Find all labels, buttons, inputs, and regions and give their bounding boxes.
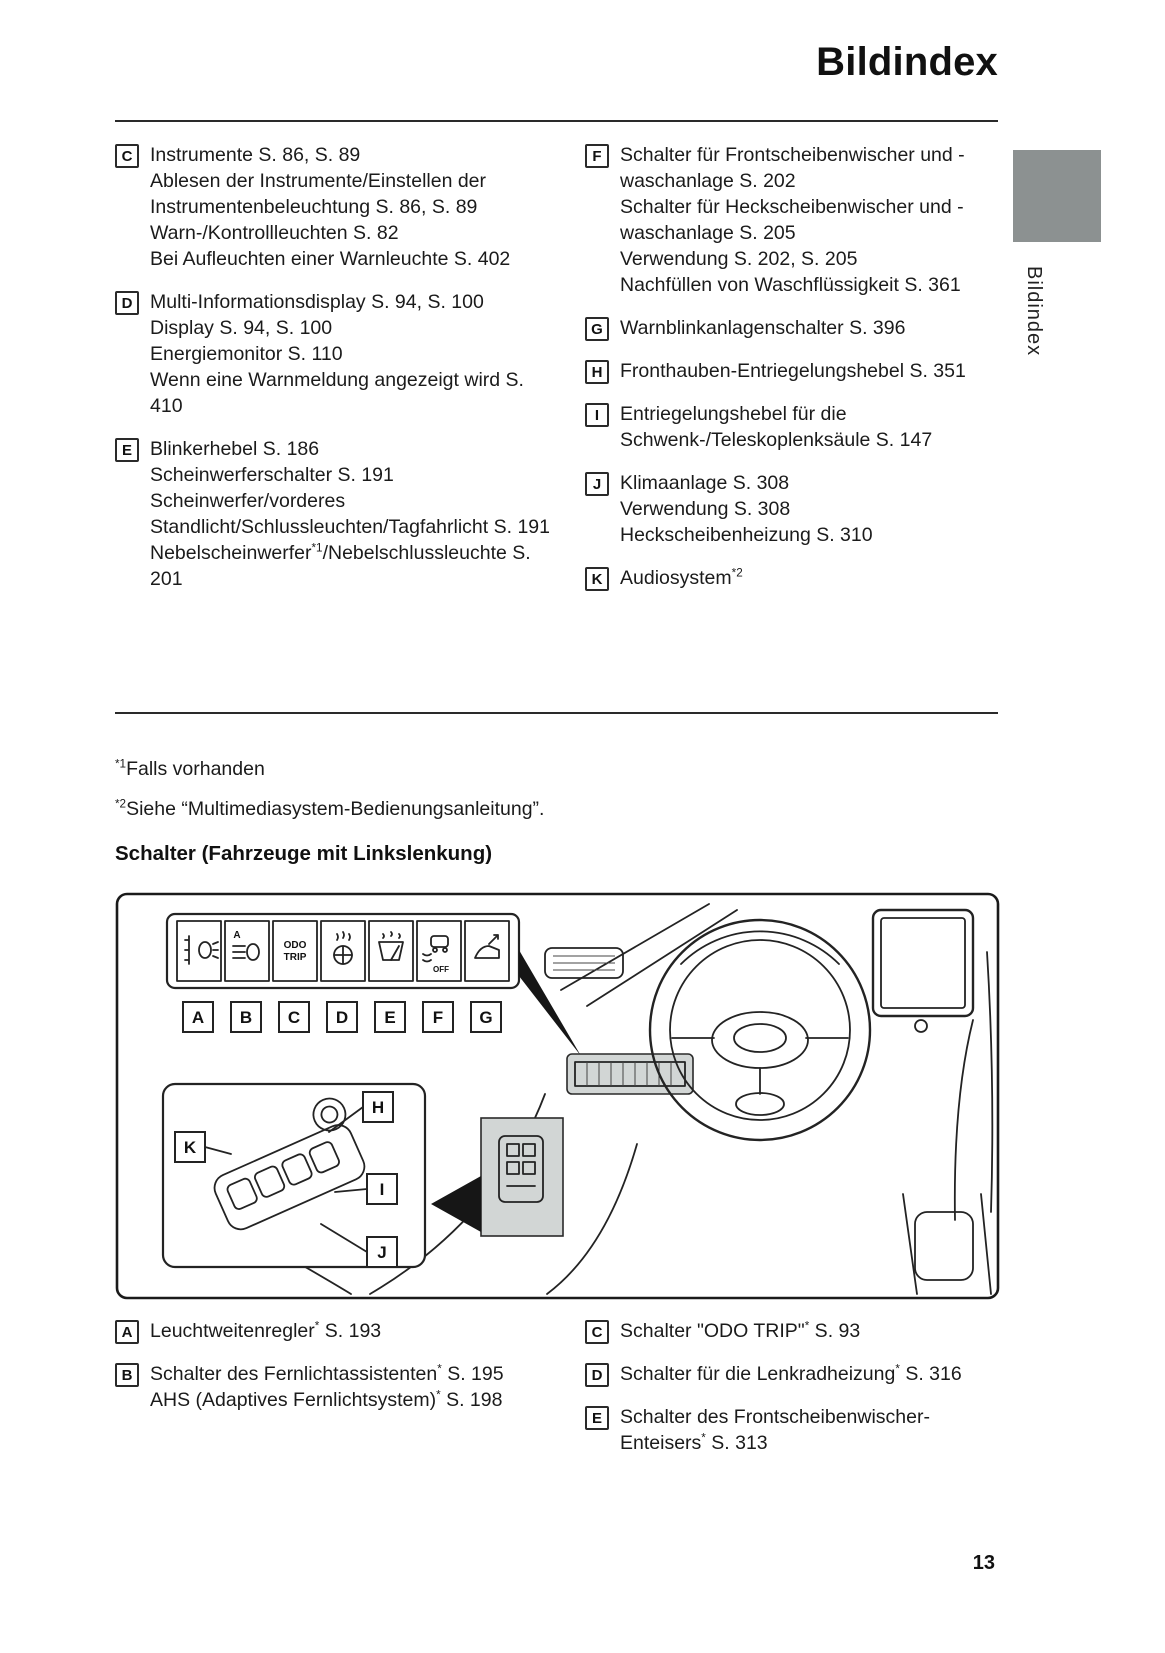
bottom-entry-a bbox=[115, 1318, 563, 1344]
entry-letter-box: K bbox=[585, 567, 609, 591]
entry-line: Schalter für Frontscheibenwischer und -waschanlage S. 202 bbox=[620, 144, 965, 192]
callout-letter-row bbox=[183, 1002, 501, 1032]
entry-lines bbox=[150, 1318, 381, 1344]
entry-line: Scheinwerfer/vorderes Standlicht/Schlussleuchten/Tagfahrlicht S. 191 bbox=[150, 490, 550, 538]
entry-lines bbox=[150, 142, 561, 272]
entry-lines bbox=[620, 1404, 985, 1456]
bottom-entry-b bbox=[115, 1361, 563, 1413]
bottom-entry-c bbox=[585, 1318, 985, 1344]
label-box-j: J bbox=[377, 1243, 387, 1262]
entry-lines bbox=[620, 142, 999, 298]
top-rule bbox=[115, 120, 998, 122]
label-box-d: D bbox=[335, 1008, 349, 1027]
label-box-b: B bbox=[239, 1008, 253, 1027]
page-number: 13 bbox=[972, 1552, 995, 1574]
entry-line: Fronthauben-Entriegelungshebel S. 351 bbox=[620, 360, 966, 382]
label-box-i: I bbox=[379, 1180, 385, 1199]
entry-line: Instrumente S. 86, S. 89 bbox=[150, 144, 361, 166]
off-label: OFF bbox=[433, 965, 449, 974]
dashboard-figure bbox=[115, 892, 1000, 1300]
entry-lines bbox=[620, 358, 966, 384]
bottom-index-column-right bbox=[585, 1318, 985, 1456]
bottom-entry-e bbox=[585, 1404, 985, 1456]
bottom-index-column-left bbox=[115, 1318, 563, 1413]
index-entry-j bbox=[585, 470, 999, 548]
entry-line: Entriegelungshebel für die Schwenk-/Teleskoplenksäule S. 147 bbox=[620, 403, 933, 451]
footnote-1: $^{*1}$Falls vorhanden bbox=[115, 757, 265, 780]
switch-callout-box bbox=[167, 914, 519, 988]
odo-trip-switch-icon bbox=[284, 940, 307, 963]
entry-letter-box: C bbox=[585, 1320, 609, 1344]
entry-letter-box: J bbox=[585, 472, 609, 496]
entry-line: Nachfüllen von Waschflüssigkeit S. 361 bbox=[620, 274, 961, 296]
entry-letter-box: D bbox=[585, 1363, 609, 1387]
entry-letter-box: G bbox=[585, 317, 609, 341]
window-switch-callout-box bbox=[163, 1084, 425, 1267]
entry-line: Audiosystem$^{*2}$ bbox=[620, 566, 743, 589]
label-box-c: C bbox=[287, 1008, 301, 1027]
index-entry-d bbox=[115, 289, 561, 419]
label-box-a: A bbox=[191, 1008, 205, 1027]
entry-line: Energiemonitor S. 110 bbox=[150, 343, 343, 365]
entry-lines bbox=[620, 315, 905, 341]
side-tab-label: Bildindex bbox=[1023, 266, 1045, 357]
console-switch-inset bbox=[481, 1118, 563, 1236]
entry-letter-box: A bbox=[115, 1320, 139, 1344]
bottom-rule bbox=[115, 712, 998, 714]
bottom-entry-d bbox=[585, 1361, 985, 1387]
entry-letter-box: F bbox=[585, 144, 609, 168]
entry-lines bbox=[150, 436, 561, 592]
section-heading: Schalter (Fahrzeuge mit Linkslenkung) bbox=[115, 842, 493, 865]
entry-line: Heckscheibenheizung S. 310 bbox=[620, 524, 873, 546]
label-box-h: H bbox=[371, 1098, 385, 1117]
index-entry-c bbox=[115, 142, 561, 272]
entry-line: Schalter für die Lenkradheizung* S. 316 bbox=[620, 1362, 962, 1385]
index-entry-g bbox=[585, 315, 999, 341]
index-column-left bbox=[115, 142, 561, 592]
entry-line: Ablesen der Instrumente/Einstellen der Instrumentenbeleuchtung S. 86, S. 89 bbox=[150, 170, 487, 218]
entry-line: Klimaanlage S. 308 bbox=[620, 472, 790, 494]
label-box-f: F bbox=[432, 1008, 444, 1027]
entry-lines bbox=[620, 1318, 860, 1344]
entry-letter-box: D bbox=[115, 291, 139, 315]
entry-letter-box: E bbox=[115, 438, 139, 462]
label-box-k: K bbox=[183, 1138, 197, 1157]
entry-letter-box: I bbox=[585, 403, 609, 427]
index-entry-h bbox=[585, 358, 999, 384]
entry-lines bbox=[620, 470, 873, 548]
odo-label: ODO bbox=[283, 940, 307, 951]
label-box-e: E bbox=[384, 1008, 396, 1027]
entry-lines bbox=[620, 1361, 962, 1387]
dashboard-illustration bbox=[115, 892, 1000, 1300]
entry-letter-box: E bbox=[585, 1406, 609, 1430]
entry-line: Warn-/Kontrollleuchten S. 82 bbox=[150, 222, 399, 244]
entry-lines bbox=[620, 401, 999, 453]
entry-letter-box: B bbox=[115, 1363, 139, 1387]
trip-label: TRIP bbox=[283, 952, 307, 963]
index-entry-e bbox=[115, 436, 561, 592]
entry-letter-box: H bbox=[585, 360, 609, 384]
entry-lines bbox=[150, 1361, 504, 1413]
entry-line: Nebelscheinwerfer$^{*1}$/Nebelschlussleuchte S. 201 bbox=[150, 541, 531, 590]
entry-line: Display S. 94, S. 100 bbox=[150, 317, 333, 339]
entry-line: Bei Aufleuchten einer Warnleuchte S. 402 bbox=[150, 248, 511, 270]
entry-line: Scheinwerferschalter S. 191 bbox=[150, 464, 394, 486]
entry-line: Schalter für Heckscheibenwischer und -waschanlage S. 205 bbox=[620, 196, 964, 244]
page-title: Bildindex bbox=[816, 40, 998, 84]
entry-line: Schalter des Frontscheibenwischer-Enteisers* S. 313 bbox=[620, 1406, 930, 1454]
label-box-g: G bbox=[479, 1008, 493, 1027]
entry-line: Wenn eine Warnmeldung angezeigt wird S. 410 bbox=[150, 369, 524, 417]
footnote-2: $^{*2}$Siehe “Multimediasystem-Bedienungsanleitung”. bbox=[115, 797, 545, 820]
entry-line: Multi-Informationsdisplay S. 94, S. 100 bbox=[150, 291, 484, 313]
entry-line: Blinkerhebel S. 186 bbox=[150, 438, 320, 460]
entry-lines bbox=[150, 289, 561, 419]
entry-line: AHS (Adaptives Fernlichtsystem)* S. 198 bbox=[150, 1388, 503, 1411]
entry-line: Verwendung S. 202, S. 205 bbox=[620, 248, 858, 270]
index-entry-i bbox=[585, 401, 999, 453]
entry-line: Leuchtweitenregler* S. 193 bbox=[150, 1319, 382, 1342]
entry-line: Warnblinkanlagenschalter S. 396 bbox=[620, 317, 906, 339]
entry-letter-box: C bbox=[115, 144, 139, 168]
entry-line: Schalter "ODO TRIP"* S. 93 bbox=[620, 1319, 861, 1342]
auto-letter: A bbox=[233, 930, 241, 941]
entry-lines bbox=[620, 565, 743, 591]
index-entry-f bbox=[585, 142, 999, 298]
index-entry-k bbox=[585, 565, 999, 591]
side-tab bbox=[1013, 150, 1101, 242]
entry-line: Verwendung S. 308 bbox=[620, 498, 791, 520]
index-column-right bbox=[585, 142, 999, 591]
entry-line: Schalter des Fernlichtassistenten* S. 195 bbox=[150, 1362, 504, 1385]
dash-switch-panel bbox=[567, 1054, 693, 1094]
